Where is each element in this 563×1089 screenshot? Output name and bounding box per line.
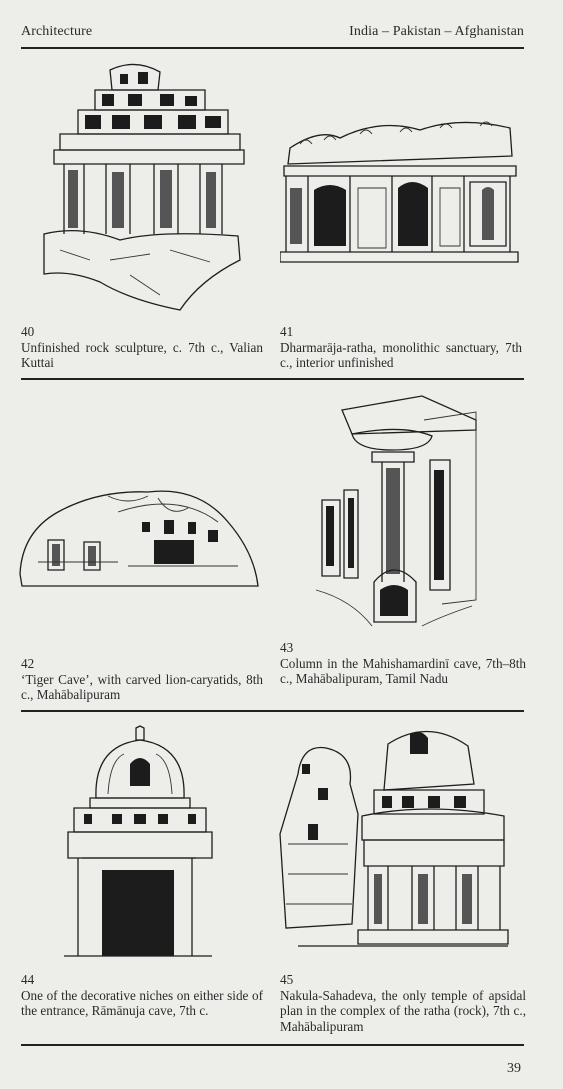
figure-40-illustration	[40, 60, 245, 318]
row-2-rule	[21, 710, 524, 712]
figure-41-illustration	[280, 108, 520, 268]
figure-40-number: 40	[21, 324, 35, 339]
figure-44-illustration	[64, 724, 214, 968]
running-header-section: Architecture	[21, 24, 93, 39]
figure-43-caption	[280, 640, 526, 687]
figure-45-illustration	[278, 724, 522, 960]
figure-45-caption-text: Nakula-Sahadeva, the only temple of apsidal plan in the complex of the ratha (rock), 7th c., Mahābalipuram	[280, 987, 526, 1034]
header-rule	[21, 47, 524, 49]
running-header-region: India – Pakistan – Afghanistan	[349, 24, 524, 39]
figure-45-number: 45	[280, 972, 294, 987]
figure-43-number: 43	[280, 640, 294, 655]
figure-41-number: 41	[280, 324, 294, 339]
figure-44-number: 44	[21, 972, 35, 987]
figure-42-illustration	[18, 482, 260, 594]
figure-42-caption-text: ‘Tiger Cave’, with carved lion-caryatids, 8th c., Mahābalipuram	[21, 671, 263, 702]
figure-43-caption-text: Column in the Mahishamardinī cave, 7th–8th c., Mahābalipuram, Tamil Nadu	[280, 655, 526, 686]
figure-41-caption-text: Dharmarāja-ratha, monolithic sanctuary, 7th c., interior unfinished	[280, 339, 522, 370]
row-1-rule	[21, 378, 524, 380]
figure-44-caption	[21, 972, 263, 1019]
figure-41-caption	[280, 324, 522, 371]
figure-45-caption	[280, 972, 526, 1034]
figure-42-caption	[21, 656, 263, 703]
figure-40-caption-text: Unfinished rock sculpture, c. 7th c., Valian Kuttai	[21, 339, 263, 370]
figure-43-illustration	[312, 390, 478, 642]
figure-42-number: 42	[21, 656, 35, 671]
figure-44-caption-text: One of the decorative niches on either side of the entrance, Rāmānuja cave, 7th c.	[21, 987, 263, 1018]
page-number: 39	[507, 1061, 521, 1076]
row-3-rule	[21, 1044, 524, 1046]
figure-40-caption	[21, 324, 263, 371]
